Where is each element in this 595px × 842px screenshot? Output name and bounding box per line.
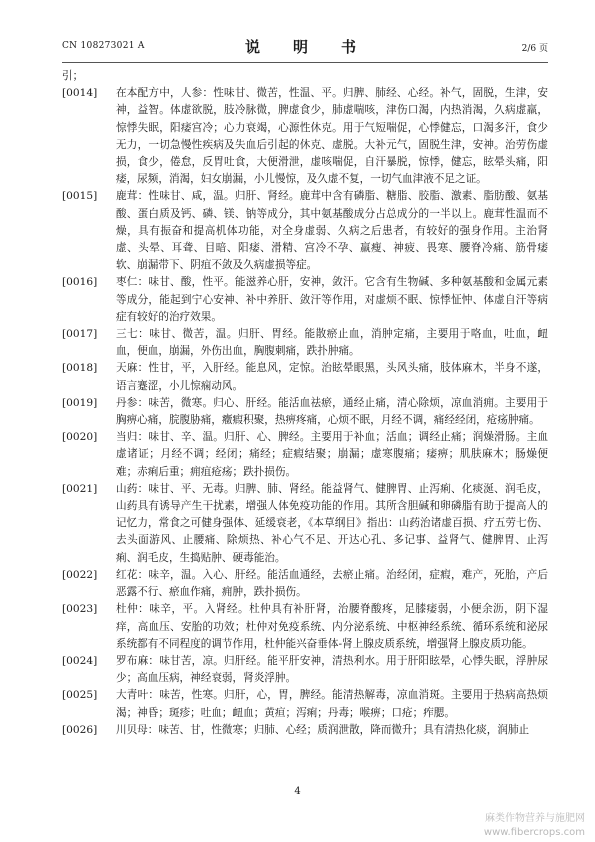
- paragraph-text: 大青叶：味苦，性寒。归肝，心，胃，脾经。能清热解毒，凉血消斑。主要用于热病高热烦渴；神昏；斑疹；吐血；衄血；黄疸；泻痢；丹毒；喉痹；口疮；痄腮。: [116, 689, 548, 719]
- paragraph-text: 山药：味甘、平、无毒。归脾、肺、肾经。能益肾气、健脾胃、止泻痢、化痰涎、润毛皮，山药具有诱导产生干扰素，增强人体免疫功能的作用。其所含胆碱和卵磷脂有助于提高人的记忆力，常食之可健身强体、延缓衰老，《本草纲目》指出：山药治诸虚百损、疗五劳七伤、去头面游风、止腰痛、除烦热、补心气不足、开达心孔、多记事、益肾气、健脾胃、止泻痢、润毛皮，生捣贴肿、硬毒能治。: [116, 482, 548, 564]
- paragraph-0024: [62, 653, 548, 687]
- paragraph-0017: [62, 326, 548, 360]
- page-number: 4: [294, 786, 301, 797]
- paragraph-0019: [62, 395, 548, 429]
- paragraph-text: 川贝母：味苦、甘，性微寒；归肺、心经；质润泄散，降而微升；具有清热化痰，润肺止: [116, 723, 530, 736]
- paragraph-0014: [62, 85, 548, 188]
- document-title: 说 明 书: [244, 38, 365, 56]
- paragraph-0022: [62, 567, 548, 601]
- paragraph-text: 三七：味甘、微苦，温。归肝、胃经。能散瘀止血，消肿定痛，主要用于咯血，吐血，衄血，便血，崩漏，外伤出血，胸腹刺痛，跌扑肿痛。: [116, 328, 548, 358]
- site-watermark: [484, 812, 585, 840]
- header-rule: [62, 62, 548, 63]
- paragraph-0021: [62, 481, 548, 567]
- paragraph-text: 丹参：味苦，微寒。归心、肝经。能活血祛瘀，通经止痛，清心除烦，凉血消痈。主要用于胸痹心痛，脘腹胁痛，癥瘕积聚，热痹疼痛，心烦不眠，月经不调，痛经经闭，疮疡肿痛。: [116, 396, 548, 427]
- document-body: [62, 68, 548, 739]
- paragraph-id: [0026]: [62, 723, 98, 736]
- paragraph-text: 杜仲：味辛，平。入肾经。杜仲具有补肝肾，治腰脊酸疼，足膝痿弱，小便余沥，阴下湿痒，高血压、安胎的功效；杜仲对免疫系统、内分泌系统、中枢神经系统、循环系统和泌尿系统都有不同程度的调节作用，杜仲能兴奋垂体-肾上腺皮质系统，增强肾上腺皮质功能。: [116, 603, 548, 650]
- page-header: [62, 36, 548, 58]
- paragraph-0020: [62, 429, 548, 481]
- paragraph-id: [0021]: [62, 482, 98, 495]
- paragraph-id: [0017]: [62, 328, 98, 341]
- lead-text: 引；: [62, 70, 84, 82]
- paragraph-id: [0024]: [62, 654, 98, 667]
- paragraph-id: [0025]: [62, 689, 98, 702]
- paragraph-text: 罗布麻：味甘苦，凉。归肝经。能平肝安神，清热利水。用于肝阳眩晕，心悸失眠，浮肿尿少；高血压病，神经衰弱，肾炎浮肿。: [116, 654, 548, 685]
- paragraph-text: 当归：味甘、辛、温。归肝、心、脾经。主要用于补血；活血；调经止痛；润燥滑肠。主血虚诸证；月经不调；经闭；痛经；症瘕结聚；崩漏；虚寒腹痛；痿痹；肌肤麻木；肠燥便难；赤痢后重；痈疽疮疡；跌扑损伤。: [116, 431, 548, 478]
- paragraph-0018: [62, 360, 548, 394]
- paragraph-id: [0014]: [62, 87, 98, 100]
- paragraph-0023: [62, 601, 548, 653]
- paragraph-id: [0016]: [62, 276, 98, 289]
- watermark-line: 麻类作物营养与施肥网: [485, 813, 585, 824]
- paragraph-0026: [62, 722, 548, 739]
- paragraph-0025: [62, 687, 548, 721]
- paragraph-text: 在本配方中，人参：性味甘、微苦，性温、平。归脾、肺经、心经。补气，固脱，生津，安神，益智。体虚欲脱，肢冷脉微，脾虚食少，肺虚喘咳，津伤口渴，内热消渴，久病虚羸，惊悸失眠，阳痿宫冷；心力衰竭，心源性休克。用于气短喘促，心悸健忘，口渴多汗，食少无力，一切急慢性疾病及失血后引起的休克、虚脱。大补元气，固脱生津，安神。治劳伤虚损，食少，倦怠，反胃吐食，大便滑泄，虚咳喘促，自汗暴脱，惊悸，健忘，眩晕头痛，阳痿，尿频，消渴，妇女崩漏，小儿慢惊，及久虚不复，一切气血津液不足之证。: [116, 87, 548, 186]
- paragraph-id: [0019]: [62, 396, 98, 409]
- page-fraction: 2/6 页: [521, 44, 548, 54]
- paragraph-id: [0023]: [62, 603, 98, 616]
- paragraph-text: 红花：味辛，温。入心、肝经。能活血通经，去瘀止痛。治经闭，症瘕，难产，死胎，产后恶露不行、瘀血作痛，痈肿，跌扑损伤。: [116, 568, 548, 599]
- paragraph-id: [0015]: [62, 190, 98, 203]
- paragraph-id: [0018]: [62, 362, 98, 375]
- paragraph-0016: [62, 274, 548, 326]
- paragraph-0015: [62, 188, 548, 274]
- paragraph-text: 枣仁：味甘、酸，性平。能滋养心肝，安神，敛汗。它含有生物碱、多种氨基酸和金属元素等成分，能起到宁心安神、补中养肝、敛汗等作用，对虚烦不眠、惊悸怔忡、体虚自汗等病症有较好的治疗效果。: [116, 276, 548, 323]
- paragraph-id: [0022]: [62, 568, 98, 581]
- publication-number: CN 108273021 A: [62, 41, 145, 51]
- paragraph-text: 鹿茸：性味甘、咸，温。归肝、肾经。鹿茸中含有磷脂、糖脂、胶脂、激素、脂肪酸、氨基酸、蛋白质及钙、磷、镁、钠等成分，其中氨基酸成分占总成分的一半以上。鹿茸性温而不燥，具有振奋和提高机体功能，对全身虚弱、久病之后患者，有较好的强身作用。主治肾虚、头晕、耳聋、目暗、阳痿、滑精、宫冷不孕、羸瘦、神疲、畏寒、腰脊冷痛、筋骨痿软、崩漏带下、阴疽不敛及久病虚损等症。: [116, 190, 548, 272]
- paragraph-id: [0020]: [62, 431, 98, 444]
- watermark-url: www.fibercrops.com: [483, 827, 585, 838]
- paragraph-text: 天麻：性甘，平，入肝经。能息风，定惊。治眩晕眼黑，头风头痛，肢体麻木，半身不遂，语言蹇涩，小儿惊痫动风。: [116, 362, 548, 392]
